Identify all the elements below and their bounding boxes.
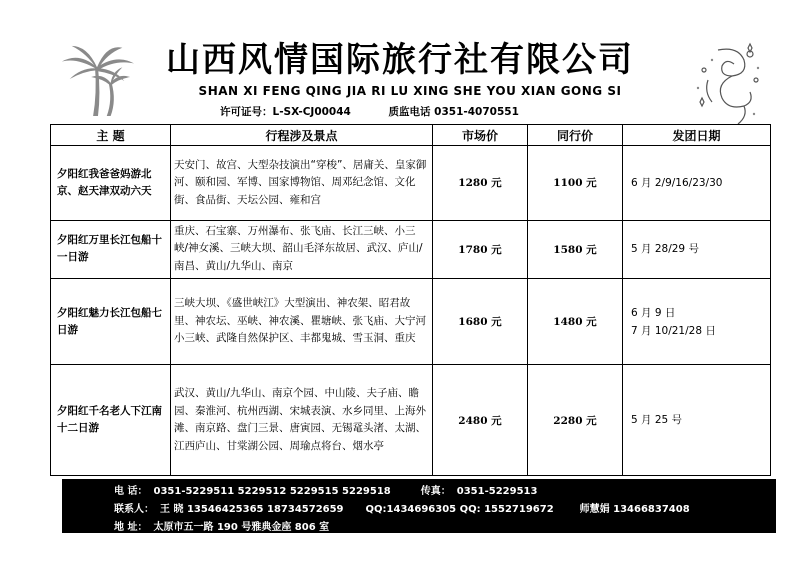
- row-theme: 夕阳红千名老人下江南十二日游: [51, 365, 171, 476]
- phone-label: 电 话：: [114, 486, 148, 497]
- complaint-phone: 质监电话 0351-4070551: [388, 106, 519, 118]
- address-text: 太原市五一路 190 号雅典金座 806 室: [153, 522, 330, 533]
- row-route: 天安门、故宫、大型杂技演出“穿梭”、居庸关、皇家御河、颐和园、军博、国家博物馆、周邓纪念馆、文化街、食品街、天坛公园、雍和宫: [171, 146, 433, 220]
- row-dates: 5 月 28/29 号: [623, 220, 771, 278]
- table-header-row: [51, 125, 771, 146]
- qq-numbers: QQ:1434696305 QQ: 1552719672: [365, 504, 554, 515]
- col-header-theme: 主 题: [51, 125, 171, 146]
- table-row: [51, 220, 771, 278]
- row-dates: 5 月 25 号: [623, 365, 771, 476]
- swirl-ornament-icon: [688, 40, 768, 128]
- row-route: 武汉、黄山/九华山、南京个园、中山陵、夫子庙、瞻园、秦淮河、杭州西湖、宋城表演、水乡同里、上海外滩、南京路、盘门三景、唐寅园、无锡鼋头渚、太湖、江西庐山、甘棠湖公园、周瑜点将台、烟水亭: [171, 365, 433, 476]
- contact-label: 联系人：: [114, 504, 154, 515]
- row-peer-price: 1580 元: [528, 220, 623, 278]
- company-name: 山西风情国际旅行社有限公司: [166, 40, 634, 80]
- row-dates: 6 月 9 日 7 月 10/21/28 日: [623, 278, 771, 364]
- table-row: [51, 278, 771, 364]
- row-peer-price: 1480 元: [528, 278, 623, 364]
- row-peer-price: 2280 元: [528, 365, 623, 476]
- col-header-route: 行程涉及景点: [171, 125, 433, 146]
- table-row: [51, 365, 771, 476]
- contact-wang: 王 晓 13546425365 18734572659: [160, 504, 344, 515]
- address-label: 地 址：: [114, 522, 148, 533]
- row-market-price: 1780 元: [433, 220, 528, 278]
- phone-row: [114, 482, 543, 497]
- contact-footer: [62, 479, 776, 533]
- row-theme: 夕阳红万里长江包船十一日游: [51, 220, 171, 278]
- license-line: [220, 104, 553, 119]
- col-header-peer-price: 同行价: [528, 125, 623, 146]
- row-theme: 夕阳红我爸爸妈游北京、赵天津双动六天: [51, 146, 171, 220]
- col-header-dates: 发团日期: [623, 125, 771, 146]
- row-market-price: 1280 元: [433, 146, 528, 220]
- address-row: [114, 518, 335, 533]
- palm-tree-logo-icon: [58, 40, 136, 118]
- contact-row: [114, 500, 696, 515]
- row-dates: 6 月 2/9/16/23/30: [623, 146, 771, 220]
- license-number: 许可证号：L-SX-CJ00044: [220, 106, 351, 118]
- row-market-price: 1680 元: [433, 278, 528, 364]
- fax-label: 传真：: [420, 486, 451, 497]
- row-market-price: 2480 元: [433, 365, 528, 476]
- row-route: 重庆、石宝寨、万州瀑布、张飞庙、长江三峡、小三峡/神女溪、三峡大坝、韶山毛泽东故居、武汉、庐山/南昌、黄山/九华山、南京: [171, 220, 433, 278]
- col-header-market-price: 市场价: [433, 125, 528, 146]
- phone-numbers: 0351-5229511 5229512 5229515 5229518: [153, 486, 391, 497]
- fax-number: 0351-5229513: [456, 486, 538, 497]
- row-route: 三峡大坝、《盛世峡江》大型演出、神农架、昭君故里、神农坛、巫峡、神农溪、瞿塘峡、张飞庙、大宁河小三峡、武隆自然保护区、丰都鬼城、雪玉洞、重庆: [171, 278, 433, 364]
- row-peer-price: 1100 元: [528, 146, 623, 220]
- tour-table: [50, 124, 771, 476]
- company-pinyin: SHAN XI FENG QING JIA RI LU XING SHE YOU XIAN GONG SI: [198, 84, 622, 98]
- table-row: [51, 146, 771, 220]
- row-theme: 夕阳红魅力长江包船七日游: [51, 278, 171, 364]
- contact-shi: 师慧娟 13466837408: [579, 504, 690, 515]
